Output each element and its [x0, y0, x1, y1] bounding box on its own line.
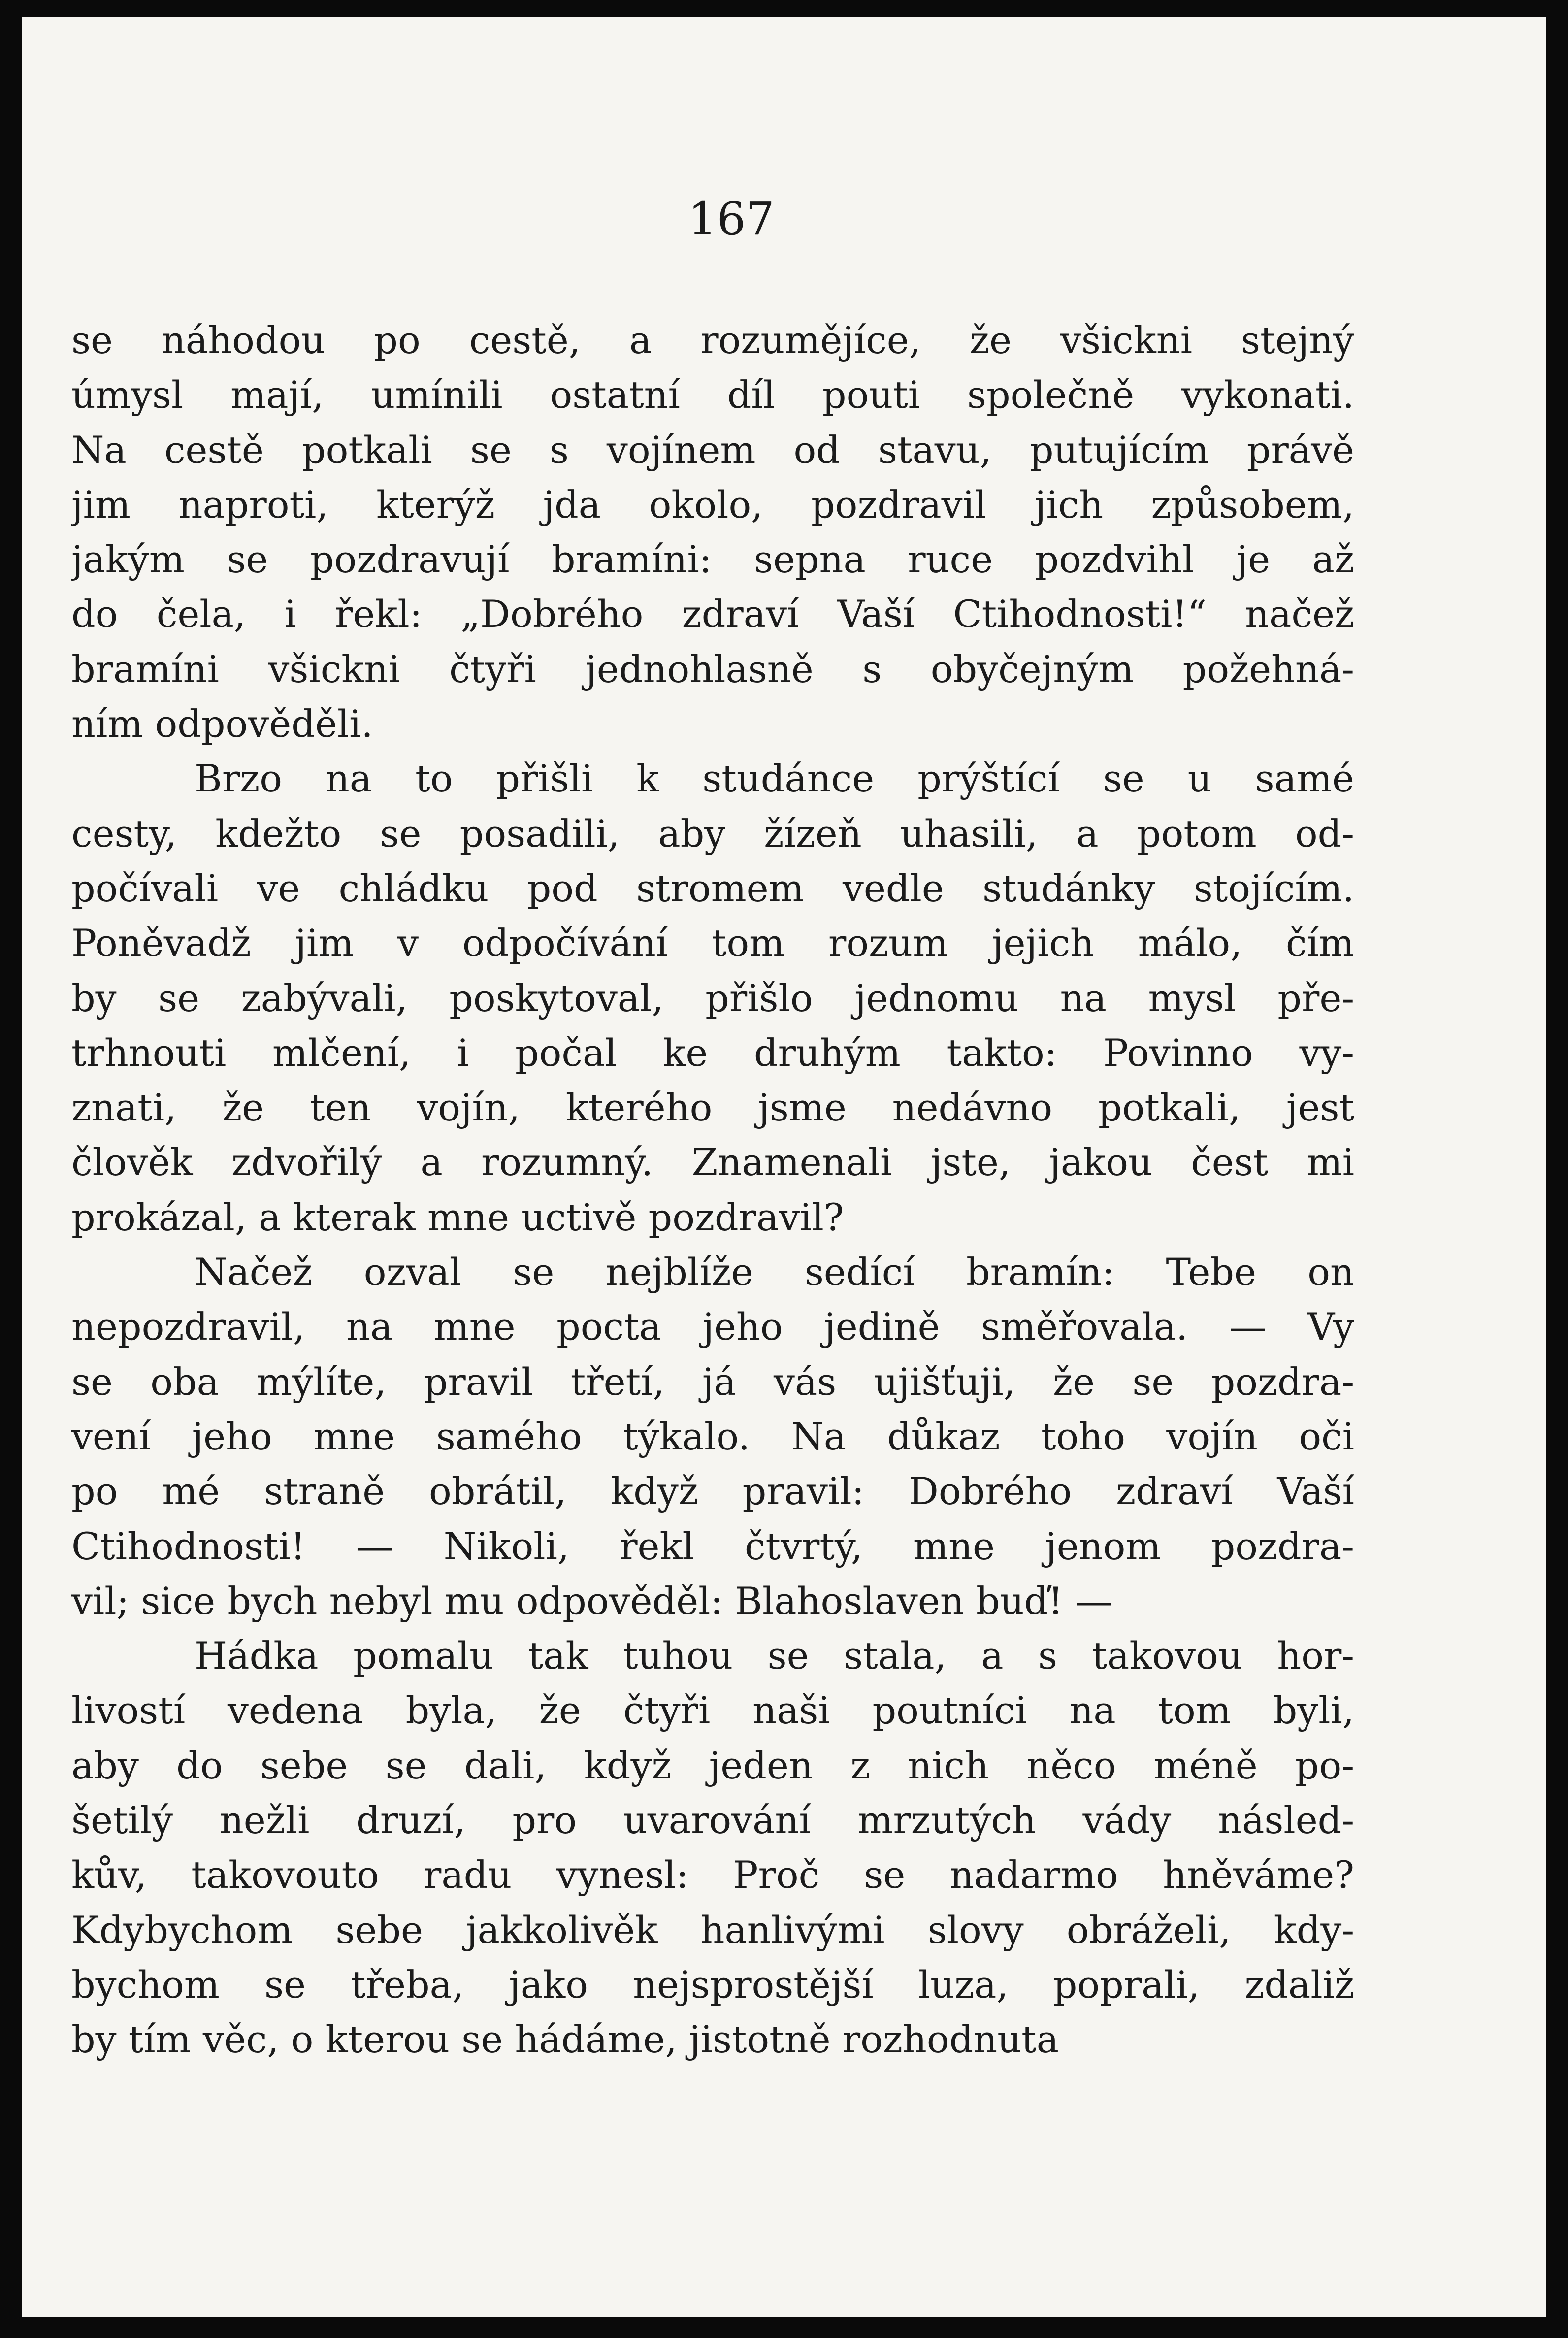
page-number: 167	[688, 193, 775, 245]
text-line: po mé straně obrátil, když pravil: Dobrého zdraví Vaší	[71, 1469, 1354, 1514]
text-line: počívali ve chládku pod stromem vedle studánky stojícím.	[71, 866, 1354, 910]
text-line: ním odpověděli.	[71, 702, 373, 746]
text-line: se oba mýlíte, pravil třetí, já vás ujišťuji, že se pozdra-	[71, 1359, 1354, 1404]
text-line: cesty, kdežto se posadili, aby žízeň uhasili, a potom od-	[71, 811, 1354, 856]
text-line: by tím věc, o kterou se hádáme, jistotně rozhodnuta	[71, 2017, 1059, 2062]
body-text	[71, 313, 1354, 2067]
book-page	[22, 17, 1546, 2317]
text-line: člověk zdvořilý a rozumný. Znamenali jste, jakou čest mi	[71, 1140, 1354, 1185]
text-line: se náhodou po cestě, a rozumějíce, že všickni stejný	[71, 318, 1354, 362]
text-line: kův, takovouto radu vynesl: Proč se nadarmo hněváme?	[71, 1853, 1354, 1897]
text-line: trhnouti mlčení, i počal ke druhým takto: Povinno vy-	[71, 1030, 1354, 1075]
text-line: vení jeho mne samého týkalo. Na důkaz toho vojín oči	[71, 1414, 1354, 1458]
text-line: šetilý nežli druzí, pro uvarování mrzutých vády násled-	[71, 1798, 1354, 1843]
paragraph	[71, 751, 1354, 1245]
text-line: Ctihodnosti! — Nikoli, řekl čtvrtý, mne jenom pozdra-	[71, 1524, 1354, 1568]
text-line: jim naproti, kterýž jda okolo, pozdravil jich způsobem,	[71, 482, 1354, 527]
text-line: Kdybychom sebe jakkolivěk hanlivými slovy obráželi, kdy-	[71, 1908, 1354, 1952]
text-line: prokázal, a kterak mne uctivě pozdravil?	[71, 1195, 844, 1239]
text-line: Načež ozval se nejblíže sedící bramín: Tebe on	[195, 1250, 1354, 1294]
text-line: livostí vedena byla, že čtyři naši poutníci na tom byli,	[71, 1688, 1354, 1733]
text-line: bychom se třeba, jako nejsprostější luza, poprali, zdaliž	[71, 1962, 1354, 2007]
paragraph	[71, 1628, 1354, 2067]
text-line: by se zabývali, poskytoval, přišlo jednomu na mysl pře-	[71, 976, 1354, 1020]
text-line: aby do sebe se dali, když jeden z nich něco méně po-	[71, 1743, 1354, 1787]
text-line: vil; sice bych nebyl mu odpověděl: Blahoslaven buď! —	[71, 1579, 1112, 1623]
text-line: bramíni všickni čtyři jednohlasně s obyčejným požehná-	[71, 647, 1354, 691]
paragraph	[71, 1245, 1354, 1628]
text-line: Brzo na to přišli k studánce prýštící se u samé	[195, 757, 1354, 801]
text-line: znati, že ten vojín, kterého jsme nedávno potkali, jest	[71, 1086, 1354, 1130]
text-line: Hádka pomalu tak tuhou se stala, a s takovou hor-	[195, 1634, 1354, 1678]
text-line: jakým se pozdravují bramíni: sepna ruce pozdvihl je až	[71, 537, 1354, 582]
text-line: nepozdravil, na mne pocta jeho jedině směřovala. — Vy	[71, 1305, 1354, 1349]
text-line: do čela, i řekl: „Dobrého zdraví Vaší Ctihodnosti!“ načež	[71, 592, 1354, 636]
text-line: Na cestě potkali se s vojínem od stavu, putujícím právě	[71, 428, 1354, 472]
text-line: úmysl mají, umínili ostatní díl pouti společně vykonati.	[71, 373, 1354, 417]
text-line: Poněvadž jim v odpočívání tom rozum jejich málo, čím	[71, 921, 1354, 965]
paragraph	[71, 313, 1354, 751]
